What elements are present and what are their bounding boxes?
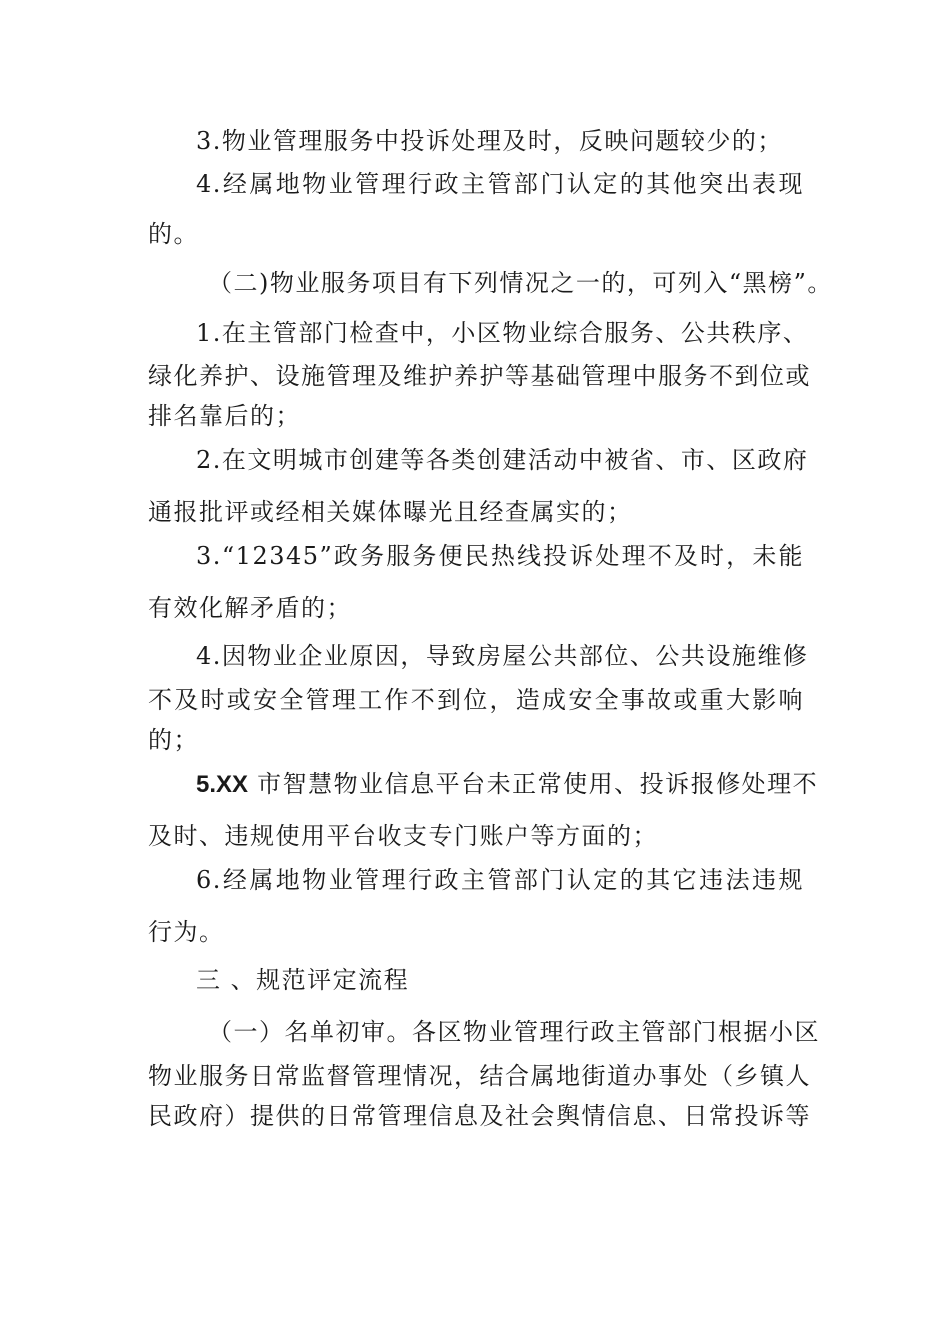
list-item-6: 6.经属地物业管理行政主管部门认定的其它违法违规 xyxy=(196,866,804,894)
paragraph-initial-review-continuation-2: 民政府）提供的日常管理信息及社会舆情信息、日常投诉等 xyxy=(148,1102,811,1130)
list-item-4b-continuation-2: 的； xyxy=(148,726,199,754)
list-item-5-text: 市智慧物业信息平台未正常使用、投诉报修处理不 xyxy=(257,770,819,798)
paragraph-initial-review-continuation: 物业服务日常监督管理情况，结合属地街道办事处（乡镇人 xyxy=(148,1062,811,1090)
list-item-5-number: 5.XX xyxy=(196,771,249,798)
list-item-2-continuation: 通报批评或经相关媒体曝光且经查属实的； xyxy=(148,498,633,526)
list-item-5-continuation: 及时、违规使用平台收支专门账户等方面的； xyxy=(148,822,658,850)
section-heading-2: （二)物业服务项目有下列情况之一的，可列入“黑榜”。 xyxy=(208,269,833,297)
list-item-4-continuation: 的。 xyxy=(148,220,199,248)
list-item-2: 2.在文明城市创建等各类创建活动中被省、市、区政府 xyxy=(196,446,809,474)
paragraph-initial-review: （一）名单初审。各区物业管理行政主管部门根据小区 xyxy=(208,1018,820,1046)
section-heading-3: 三 、规范评定流程 xyxy=(196,966,410,994)
list-item-4b-continuation: 不及时或安全管理工作不到位，造成安全事故或重大影响 xyxy=(148,686,804,714)
list-item-4: 4.经属地物业管理行政主管部门认定的其他突出表现 xyxy=(196,170,804,198)
list-item-6-continuation: 行为。 xyxy=(148,918,225,946)
list-item-1-continuation: 绿化养护、设施管理及维护养护等基础管理中服务不到位或 xyxy=(148,362,811,390)
list-item-3b: 3.“12345”政务服务便民热线投诉处理不及时，未能 xyxy=(196,542,804,570)
list-item-4b: 4.因物业企业原因，导致房屋公共部位、公共设施维修 xyxy=(196,642,809,670)
list-item-1-continuation-2: 排名靠后的； xyxy=(148,402,301,430)
list-item-5 xyxy=(196,768,819,801)
list-item-1: 1.在主管部门检查中，小区物业综合服务、公共秩序、 xyxy=(196,319,809,347)
list-item-3: 3.物业管理服务中投诉处理及时，反映问题较少的； xyxy=(196,127,783,155)
list-item-3b-continuation: 有效化解矛盾的； xyxy=(148,594,352,622)
